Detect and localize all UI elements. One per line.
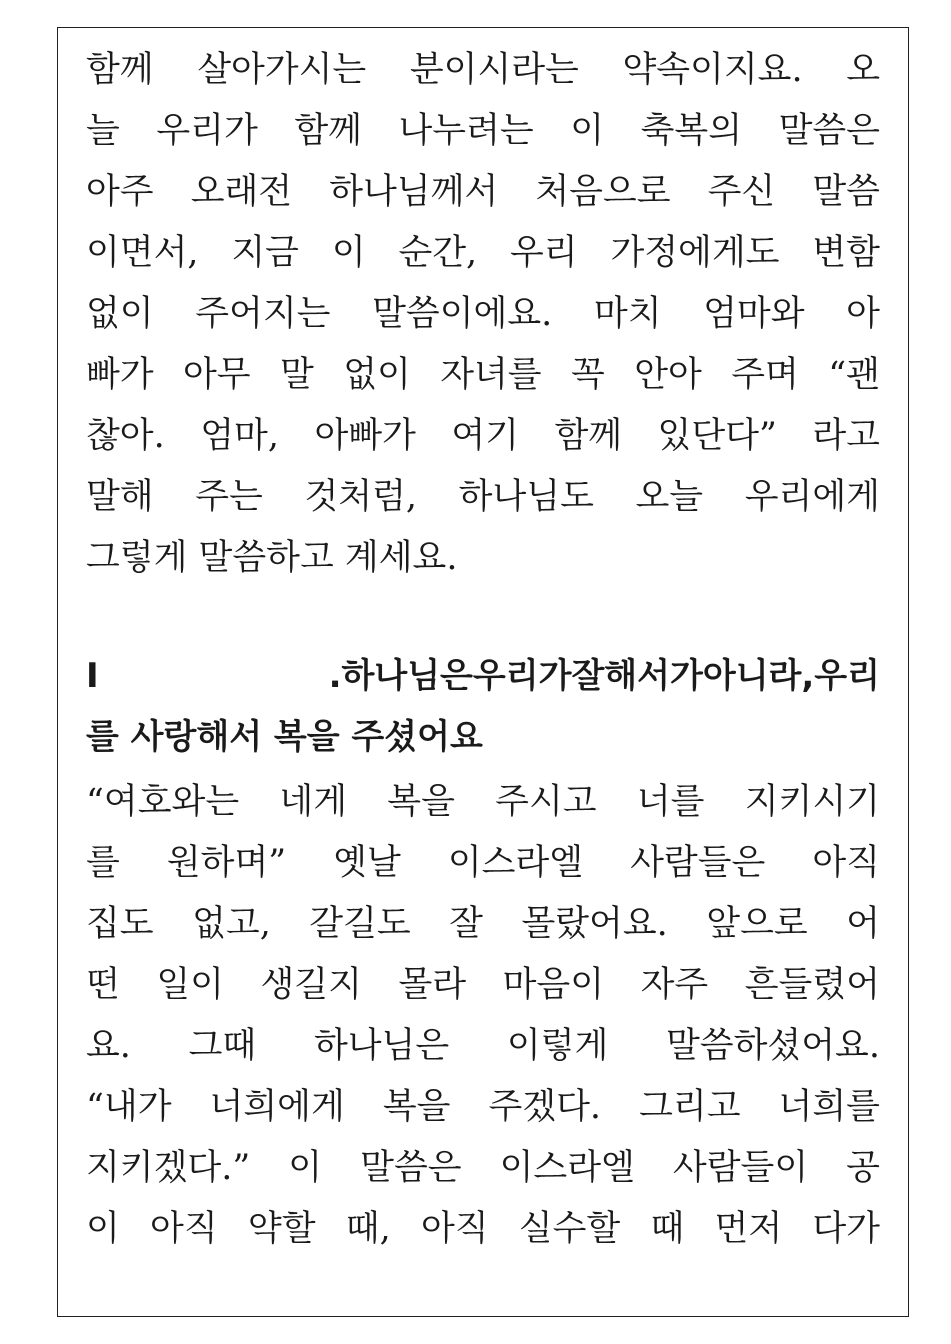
text-line: 이면서, 지금 이 순간, 우리 가정에게도 변함: [86, 233, 880, 273]
intro-paragraph: [86, 40, 880, 589]
text-line: 집도 없고, 갈길도 잘 몰랐어요. 앞으로 어: [86, 904, 880, 944]
text-line: 빠가 아무 말 없이 자녀를 꼭 안아 주며 “괜: [86, 355, 880, 395]
text-line: “여호와는 네게 복을 주시고 너를 지키시기: [86, 782, 880, 822]
text-line: 늘 우리가 함께 나누려는 이 축복의 말씀은: [86, 111, 880, 151]
text-line: 요. 그때 하나님은 이렇게 말씀하셨어요.: [86, 1026, 880, 1066]
section-heading: [86, 646, 880, 768]
section-body-paragraph: [86, 772, 880, 1260]
text-line: 그렇게 말씀하고 계세요.: [86, 538, 458, 578]
text-line: “내가 너희에게 복을 주겠다. 그리고 너희를: [86, 1087, 880, 1127]
text-line: 지키겠다.” 이 말씀은 이스라엘 사람들이 공: [86, 1148, 880, 1188]
text-line: 이 아직 약할 때, 아직 실수할 때 먼저 다가: [86, 1209, 880, 1249]
heading-line: 를 사랑해서 복을 주셨어요: [86, 717, 483, 757]
heading-line: Ⅰ.하나님은우리가잘해서가아니라,우리: [86, 656, 880, 696]
text-line: 없이 주어지는 말씀이에요. 마치 엄마와 아: [86, 294, 880, 334]
text-line: 찮아. 엄마, 아빠가 여기 함께 있단다” 라고: [86, 416, 880, 456]
text-line: 아주 오래전 하나님께서 처음으로 주신 말씀: [86, 172, 880, 212]
text-line: 말해 주는 것처럼, 하나님도 오늘 우리에게: [86, 477, 880, 517]
text-line: 를 원하며” 옛날 이스라엘 사람들은 아직: [86, 843, 880, 883]
text-line: 떤 일이 생길지 몰라 마음이 자주 흔들렸어: [86, 965, 880, 1005]
text-line: 함께 살아가시는 분이시라는 약속이지요. 오: [86, 50, 880, 90]
